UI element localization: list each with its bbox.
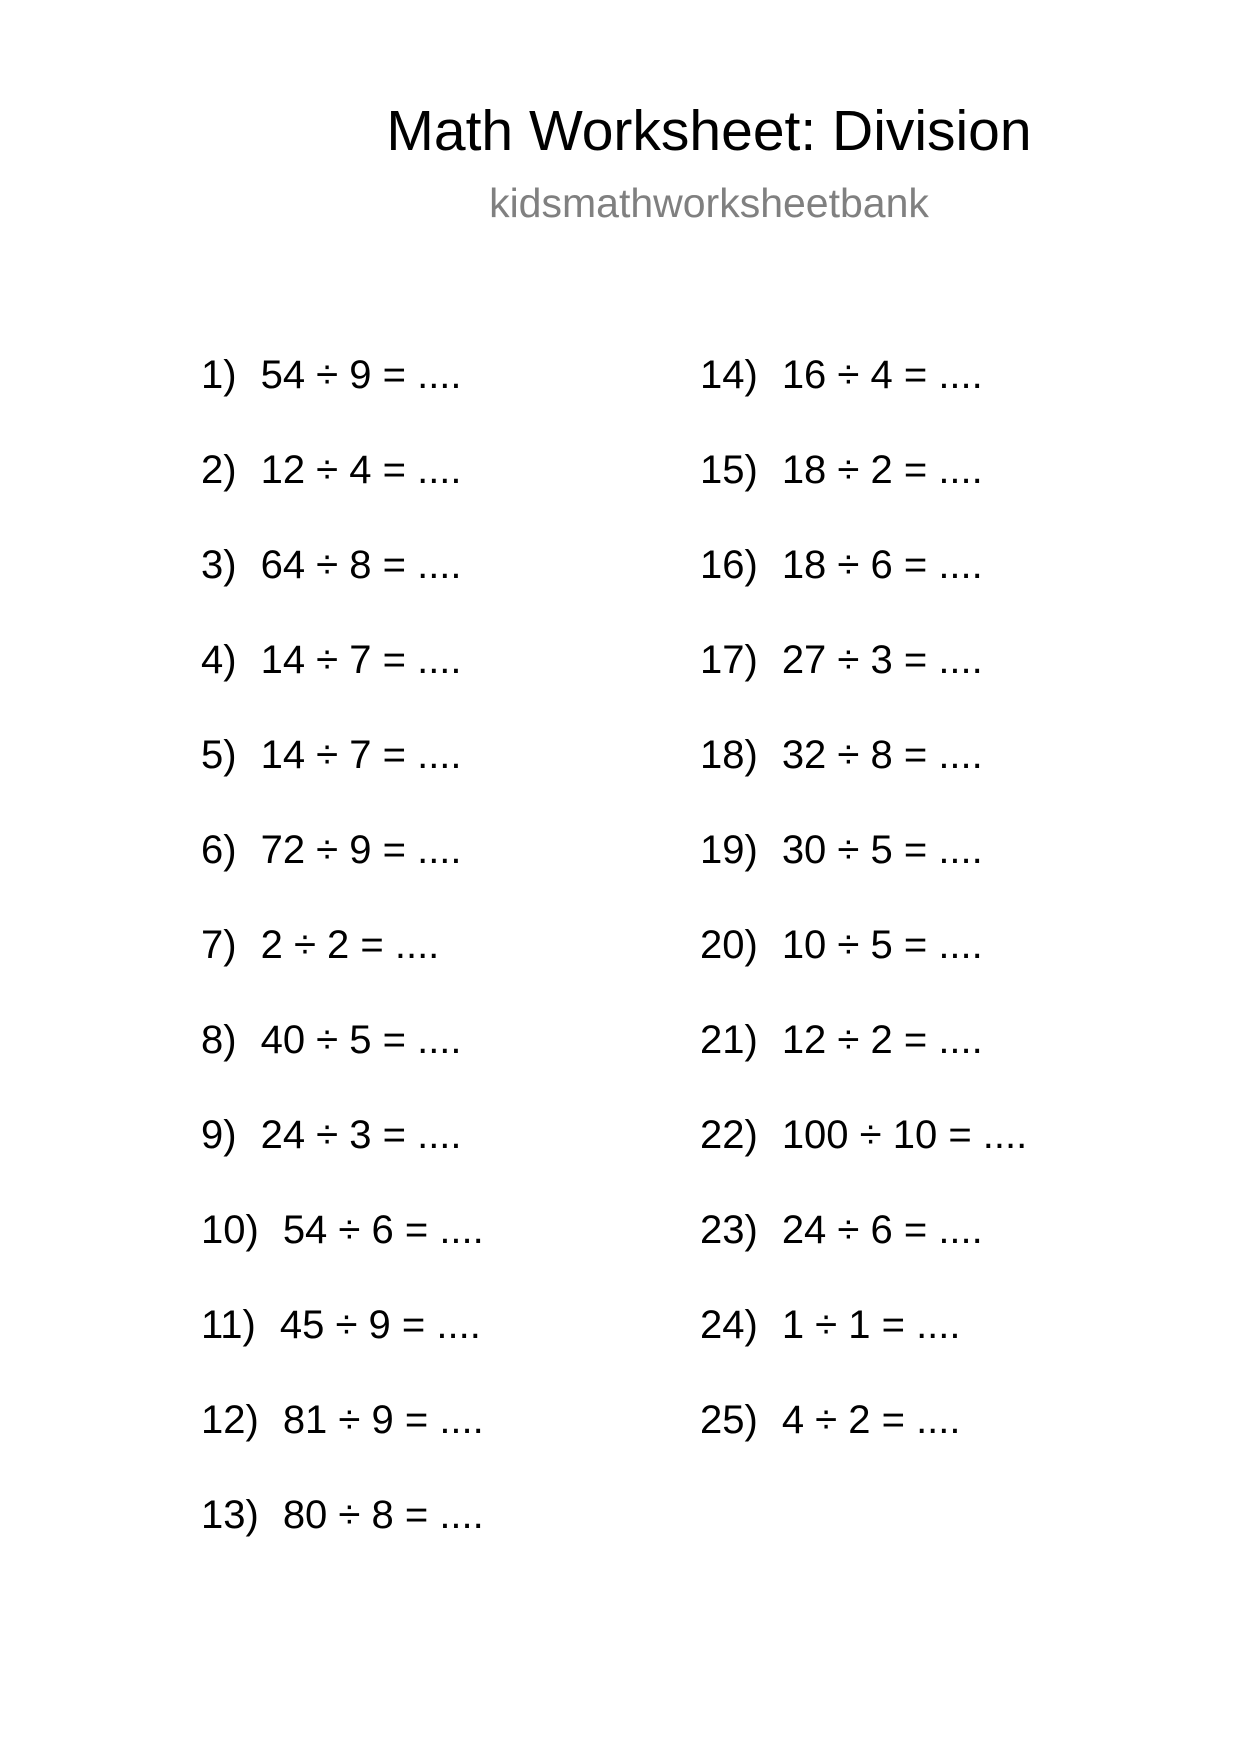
problem-item (201, 1017, 484, 1112)
worksheet-title: Math Worksheet: Division (386, 99, 1032, 163)
problems-right-column (700, 352, 1027, 1492)
problem-item (700, 1302, 1027, 1397)
problem-item (201, 732, 484, 827)
problem-number: 22) (700, 1113, 758, 1157)
problem-expression: 54 ÷ 6 = .... (282, 1208, 484, 1252)
problem-item (201, 637, 484, 732)
problem-item (700, 352, 1027, 447)
problem-expression: 16 ÷ 4 = .... (781, 353, 983, 397)
problem-number: 15) (700, 448, 758, 492)
problem-expression: 54 ÷ 9 = .... (260, 353, 462, 397)
problem-number: 23) (700, 1208, 758, 1252)
problem-number: 6) (201, 828, 237, 872)
problem-expression: 18 ÷ 2 = .... (781, 448, 983, 492)
problem-expression: 80 ÷ 8 = .... (282, 1493, 484, 1537)
problem-item (700, 732, 1027, 827)
problem-item (700, 1207, 1027, 1302)
problem-item (700, 637, 1027, 732)
problem-expression: 81 ÷ 9 = .... (282, 1398, 484, 1442)
worksheet-subtitle: kidsmathworksheetbank (489, 180, 929, 226)
problem-number: 7) (201, 923, 237, 967)
problem-number: 11) (201, 1303, 256, 1347)
problem-number: 10) (201, 1208, 259, 1252)
problem-expression: 27 ÷ 3 = .... (781, 638, 983, 682)
problem-expression: 1 ÷ 1 = .... (781, 1303, 961, 1347)
problem-item (201, 1112, 484, 1207)
problem-item (201, 352, 484, 447)
problem-expression: 14 ÷ 7 = .... (260, 638, 462, 682)
problem-expression: 4 ÷ 2 = .... (781, 1398, 961, 1442)
problem-expression: 24 ÷ 6 = .... (781, 1208, 983, 1252)
problem-expression: 72 ÷ 9 = .... (260, 828, 462, 872)
problem-number: 8) (201, 1018, 237, 1062)
problem-expression: 32 ÷ 8 = .... (781, 733, 983, 777)
problem-number: 24) (700, 1303, 758, 1347)
problem-number: 25) (700, 1398, 758, 1442)
problem-expression: 12 ÷ 4 = .... (260, 448, 462, 492)
problem-number: 16) (700, 543, 758, 587)
problem-item (201, 922, 484, 1017)
problem-expression: 45 ÷ 9 = .... (279, 1303, 481, 1347)
problem-item (700, 1112, 1027, 1207)
problem-item (201, 827, 484, 922)
problem-item (700, 922, 1027, 1017)
problem-number: 14) (700, 353, 758, 397)
problem-number: 12) (201, 1398, 259, 1442)
problem-number: 17) (700, 638, 758, 682)
problem-number: 21) (700, 1018, 758, 1062)
problem-expression: 14 ÷ 7 = .... (260, 733, 462, 777)
problem-item (201, 542, 484, 637)
problems-left-column (201, 352, 484, 1587)
problem-number: 1) (201, 353, 237, 397)
problem-item (201, 1302, 484, 1397)
problem-number: 9) (201, 1113, 237, 1157)
problem-expression: 18 ÷ 6 = .... (781, 543, 983, 587)
problem-expression: 100 ÷ 10 = .... (781, 1113, 1028, 1157)
problem-item (700, 447, 1027, 542)
problem-expression: 10 ÷ 5 = .... (781, 923, 983, 967)
problem-expression: 64 ÷ 8 = .... (260, 543, 462, 587)
problem-number: 20) (700, 923, 758, 967)
problem-expression: 24 ÷ 3 = .... (260, 1113, 462, 1157)
problem-item (700, 1017, 1027, 1112)
problem-expression: 12 ÷ 2 = .... (781, 1018, 983, 1062)
problem-number: 13) (201, 1493, 259, 1537)
problem-expression: 30 ÷ 5 = .... (781, 828, 983, 872)
problem-number: 2) (201, 448, 237, 492)
problem-item (700, 827, 1027, 922)
problem-item (201, 1397, 484, 1492)
problem-item (201, 1207, 484, 1302)
problem-number: 18) (700, 733, 758, 777)
problem-number: 4) (201, 638, 237, 682)
problem-expression: 40 ÷ 5 = .... (260, 1018, 462, 1062)
problem-number: 5) (201, 733, 237, 777)
problem-item (700, 1397, 1027, 1492)
problem-item (201, 1492, 484, 1587)
problem-number: 3) (201, 543, 237, 587)
problem-item (201, 447, 484, 542)
problem-number: 19) (700, 828, 758, 872)
problem-item (700, 542, 1027, 637)
problem-expression: 2 ÷ 2 = .... (260, 923, 440, 967)
